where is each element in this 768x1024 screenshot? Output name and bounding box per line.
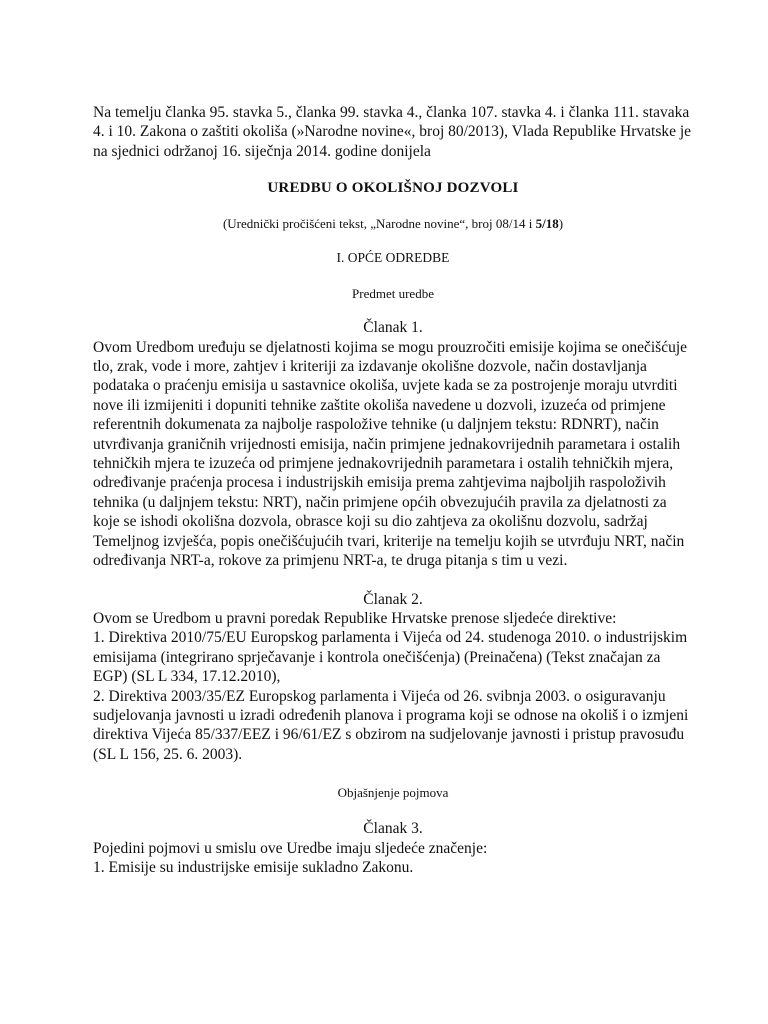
article-1-heading: Članak 1. — [363, 319, 423, 337]
document-title: UREDBU O OKOLIŠNOJ DOZVOLI — [267, 180, 519, 197]
article-2-heading: Članak 2. — [363, 590, 423, 608]
article-2-text: Ovom se Uredbom u pravni poredak Republike Hrvatske prenose sljedeće direktive: — [93, 609, 617, 627]
subtitle-bold-number: 5/18 — [535, 216, 559, 232]
document-subtitle — [93, 215, 693, 232]
article-3-heading: Članak 3. — [363, 820, 423, 838]
section-subheading-subject: Predmet uredbe — [352, 286, 434, 302]
article-2-item-2: 2. Direktiva 2003/35/EZ Europskog parlamenta i Vijeća od 26. svibnja 2003. o osiguravanju sudjelovanja javnosti u izradi određenih planova i programa koji se odnose na okoliš i o izmjeni direktiva Vijeća 85/337/EEZ i 96/61/EZ s obzirom na sudjelovanje javnosti i pristup pravosuđu (SL L 156, 25. 6. 2003). — [93, 687, 689, 763]
article-3-text: Pojedini pojmovi u smislu ove Uredbe imaju sljedeće značenje: — [93, 839, 488, 857]
article-2-item-1: 1. Direktiva 2010/75/EU Europskog parlamenta i Vijeća od 24. studenoga 2010. o industrijskim emisijama (integrirano sprječavanje i kontrola onečišćenja) (Preinačena) (Tekst značajan za EGP) (SL L 334, 17.12.2010), — [93, 629, 688, 686]
article-3-item-1: 1. Emisije su industrijske emisije sukladno Zakonu. — [93, 858, 414, 876]
subtitle-prefix: (Urednički pročišćeni tekst, „Narodne novine“, broj 08/14 i — [222, 216, 536, 232]
article-1-text: Ovom Uredbom uređuju se djelatnosti kojima se mogu prouzročiti emisije kojima se onečišćuje tlo, zrak, vode i more, zahtjev i kriteriji za izdavanje okolišne dozvole, način dostavljanja podataka o praćenju emisija u sastavnice okoliša, uvjete kada se za postrojenje moraju utvrditi nove ili izmijeniti i dopuniti tehnike zaštite okoliša navedene u dozvoli, izuzeća od primjene referentnih dokumenata za najbolje raspoložive tehnike (u daljnjem tekstu: RDNRT), način utvrđivanja graničnih vrijednosti emisija, način primjene jednakovrijednih parametara i ostalih tehničkih mjera te izuzeća od primjene jednakovrijednih parametara i ostalih tehničkih mjera, određivanje praćenja procesa i industrijskih emisija prema zahtjevima najboljih raspoloživih tehnika (u daljnjem tekstu: NRT), način primjene općih obvezujućih pravila za djelatnosti za koje se ishodi okolišna dozvola, obrasce koji su dio zahtjeva za okolišnu dozvolu, sadržaj Temeljnog izvješća, popis onečišćujućih tvari, kriterije na temelju kojih se utvrđuju NRT, način određivanja NRT-a, rokove za primjenu NRT-a, te druga pitanja s tim u vezi. — [93, 338, 688, 570]
subtitle-suffix: ) — [558, 216, 564, 232]
intro-paragraph: Na temelju članka 95. stavka 5., članka 99. stavka 4., članka 107. stavka 4. i članka 111. stavaka 4. i 10. Zakona o zaštiti okoliša (»Narodne novine«, broj 80/2013), Vlada Republike Hrvatske je na sjednici održanoj 16. siječnja 2014. godine donijela — [93, 104, 692, 160]
section-subheading-definitions: Objašnjenje pojmova — [337, 785, 449, 801]
section-heading-general: I. OPĆE ODREDBE — [336, 250, 450, 266]
document-page — [93, 103, 693, 877]
